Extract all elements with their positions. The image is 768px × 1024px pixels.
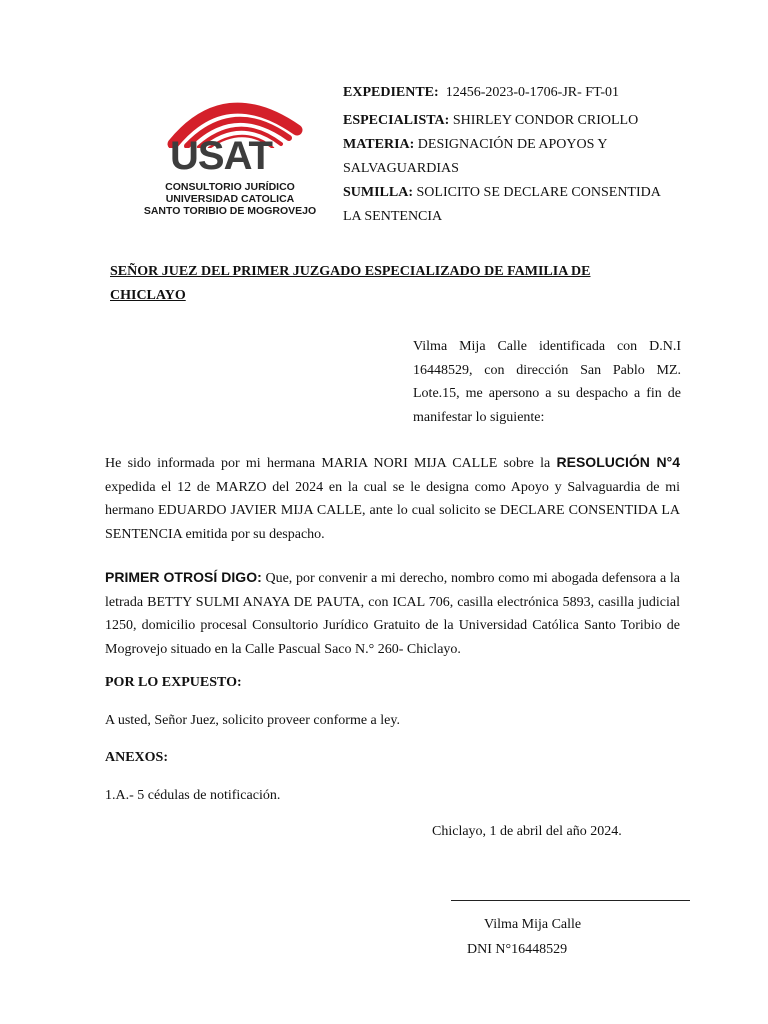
body-paragraph-1 — [105, 451, 680, 546]
especialista-value: SHIRLEY CONDOR CRIOLLO — [452, 113, 639, 128]
expediente-value: 12456-2023-0-1706-JR- FT-01 — [445, 85, 619, 100]
sumilla-field — [343, 181, 673, 229]
por-lo-expuesto-heading: POR LO EXPUESTO: — [105, 675, 242, 690]
expediente-label: EXPEDIENTE: — [343, 85, 439, 100]
body-paragraph-2 — [105, 566, 680, 661]
sumilla-label: SUMILLA: — [343, 185, 414, 200]
especialista-field — [343, 109, 673, 133]
signer-name: Vilma Mija Calle — [484, 917, 582, 932]
logo-line-1: CONSULTORIO JURÍDICO — [165, 181, 295, 193]
materia-label: MATERIA: — [343, 137, 415, 152]
especialista-label: ESPECIALISTA: — [343, 113, 450, 128]
logo-line-2: UNIVERSIDAD CATOLICA — [165, 193, 295, 205]
addressee-heading: SEÑOR JUEZ DEL PRIMER JUZGADO ESPECIALIZADO DE FAMILIA DE CHICLAYO — [110, 264, 591, 303]
logo-line-3: SANTO TORIBIO DE MOGROVEJO — [143, 205, 317, 217]
resolution-reference: RESOLUCIÓN N°4 — [556, 454, 680, 470]
request-line: A usted, Señor Juez, solicito proveer conforme a ley. — [105, 713, 400, 728]
sumilla-value: SOLICITO SE DECLARE CONSENTIDA LA SENTENCIA — [343, 185, 661, 224]
p1-text-start: He sido informada por mi hermana MARIA NORI MIJA CALLE sobre la — [105, 456, 557, 471]
signature-line — [451, 900, 690, 901]
p2-text: Que, por convenir a mi derecho, nombro como mi abogada defensora a la letrada BETTY SULMI ANAYA DE PAUTA, con ICAL 706, casilla electrónica 5893, casilla judicial 1250, domicilio procesal Consultorio Jurídico Gratuito de la Universidad Católica Santo Toribio de Mogrovejo situado en la Calle Pascual Saco N.° 260- Chiclayo. — [105, 571, 680, 657]
signer-dni: DNI N°16448529 — [467, 942, 568, 957]
usat-logo — [140, 82, 320, 222]
materia-field — [343, 133, 673, 181]
materia-value: DESIGNACIÓN DE APOYOS Y SALVAGUARDIAS — [343, 137, 607, 176]
intro-paragraph: Vilma Mija Calle identificada con D.N.I 16448529, con dirección San Pablo MZ. Lote.15, me apersono a su despacho a fin de manifestar lo siguiente: — [413, 339, 681, 425]
place-date: Chiclayo, 1 de abril del año 2024. — [432, 824, 622, 839]
logo-wordmark: USAT — [170, 134, 272, 178]
anexos-heading: ANEXOS: — [105, 750, 169, 765]
p1-text-end: expedida el 12 de MARZO del 2024 en la cual se le designa como Apoyo y Salvaguardia de mi hermano EDUARDO JAVIER MIJA CALLE, ante lo cual solicito se DECLARE CONSENTIDA LA SENTENCIA emitida por su despacho. — [105, 479, 680, 542]
otrosi-label: PRIMER OTROSÍ DIGO: — [105, 569, 262, 585]
anexo-item-1: 1.A.- 5 cédulas de notificación. — [105, 788, 281, 803]
expediente-field — [343, 81, 673, 105]
